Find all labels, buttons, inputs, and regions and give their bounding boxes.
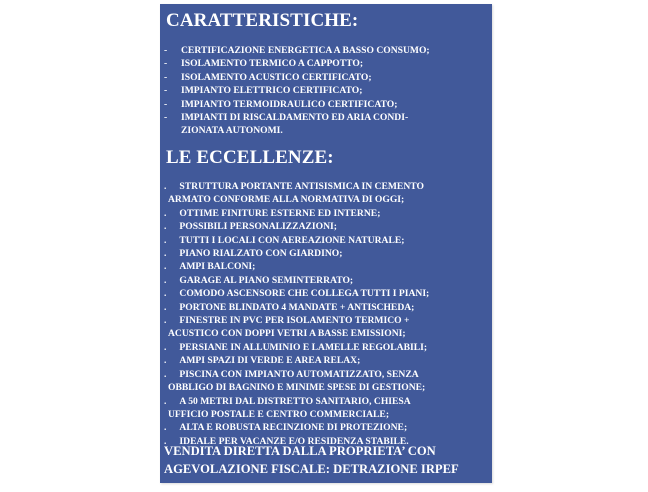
list-item: . STRUTTURA PORTANTE ANTISISMICA IN CEMENTO <box>164 181 424 192</box>
list-item: . AMPI BALCONI; <box>164 261 256 273</box>
dash-bullet-icon: - <box>164 58 168 70</box>
list-item: . OTTIME FINITURE ESTERNE ED INTERNE; <box>164 207 381 219</box>
excellences-list <box>164 180 429 448</box>
dash-bullet-icon: - <box>164 112 168 124</box>
features-list <box>164 44 430 138</box>
dot-bullet-icon: . <box>164 315 167 327</box>
sale-notice-line: VENDITA DIRETTA DALLA PROPRIETA’ CON <box>164 444 436 458</box>
dash-bullet-icon: - <box>164 98 168 110</box>
list-item: . FINESTRE IN PVC PER ISOLAMENTO TERMICO + <box>164 315 410 327</box>
dot-bullet-icon: . <box>164 248 167 260</box>
list-item: - CERTIFICAZIONE ENERGETICA A BASSO CONSUMO; <box>164 45 430 56</box>
list-item: - IMPIANTO ELETTRICO CERTIFICATO; <box>164 85 363 97</box>
list-item: . PORTONE BLINDATO 4 MANDATE + ANTISCHEDA; <box>164 301 415 313</box>
list-item: - IMPIANTO TERMOIDRAULICO CERTIFICATO; <box>164 98 398 110</box>
list-item: . ALTA E ROBUSTA RECINZIONE DI PROTEZIONE; <box>164 422 408 434</box>
dot-bullet-icon: . <box>164 181 167 192</box>
features-panel <box>160 4 492 483</box>
list-item: . PIANO RIALZATO CON GIARDINO; <box>164 248 343 260</box>
list-item: . A 50 METRI DAL DISTRETTO SANITARIO, CHIESA <box>164 395 411 407</box>
list-item: . GARAGE AL PIANO SEMINTERRATO; <box>164 274 354 286</box>
dot-bullet-icon: . <box>164 341 167 353</box>
list-item: . COMODO ASCENSORE CHE COLLEGA TUTTI I PIANI; <box>164 288 430 300</box>
list-item-continuation: ARMATO CONFORME ALLA NORMATIVA DI OGGI; <box>168 194 405 206</box>
dot-bullet-icon: . <box>164 234 167 246</box>
list-item-continuation: OBBLIGO DI BAGNINO E MINIME SPESE DI GESTIONE; <box>168 382 426 394</box>
list-item: - ISOLAMENTO ACUSTICO CERTIFICATO; <box>164 71 372 83</box>
list-item: . PERSIANE IN ALLUMINIO E LAMELLE REGOLABILI; <box>164 341 428 353</box>
list-item: - IMPIANTI DI RISCALDAMENTO ED ARIA CONDI- <box>164 112 409 124</box>
dot-bullet-icon: . <box>164 355 167 367</box>
list-item: . IDEALE PER VACANZE E/O RESIDENZA STABILE. <box>164 435 409 447</box>
section-title-caratteristiche: CARATTERISTICHE: <box>166 10 359 31</box>
dot-bullet-icon: . <box>164 435 167 447</box>
dash-bullet-icon: - <box>164 45 168 56</box>
dash-bullet-icon: - <box>164 71 168 83</box>
list-item-continuation: ZIONATA AUTONOMI. <box>181 125 283 137</box>
section-title-eccellenze: LE ECCELLENZE: <box>166 147 334 168</box>
dot-bullet-icon: . <box>164 207 167 219</box>
dot-bullet-icon: . <box>164 368 167 380</box>
dot-bullet-icon: . <box>164 288 167 300</box>
list-item: . AMPI SPAZI DI VERDE E AREA RELAX; <box>164 355 361 367</box>
dot-bullet-icon: . <box>164 395 167 407</box>
dot-bullet-icon: . <box>164 261 167 273</box>
dot-bullet-icon: . <box>164 301 167 313</box>
list-item-continuation: UFFICIO POSTALE E CENTRO COMMERCIALE; <box>168 408 390 420</box>
dot-bullet-icon: . <box>164 221 167 233</box>
dash-bullet-icon: - <box>164 85 168 97</box>
list-item: - ISOLAMENTO TERMICO A CAPPOTTO; <box>164 58 364 70</box>
list-item-continuation: ACUSTICO CON DOPPI VETRI A BASSE EMISSIONI; <box>168 328 406 340</box>
sale-notice <box>164 442 459 478</box>
list-item: . PISCINA CON IMPIANTO AUTOMATIZZATO, SENZA <box>164 368 419 380</box>
sale-notice-line: AGEVOLAZIONE FISCALE: DETRAZIONE IRPEF <box>164 462 459 476</box>
list-item: . TUTTI I LOCALI CON AEREAZIONE NATURALE; <box>164 234 405 246</box>
dot-bullet-icon: . <box>164 422 167 434</box>
dot-bullet-icon: . <box>164 274 167 286</box>
list-item: . POSSIBILI PERSONALIZZAZIONI; <box>164 221 337 233</box>
